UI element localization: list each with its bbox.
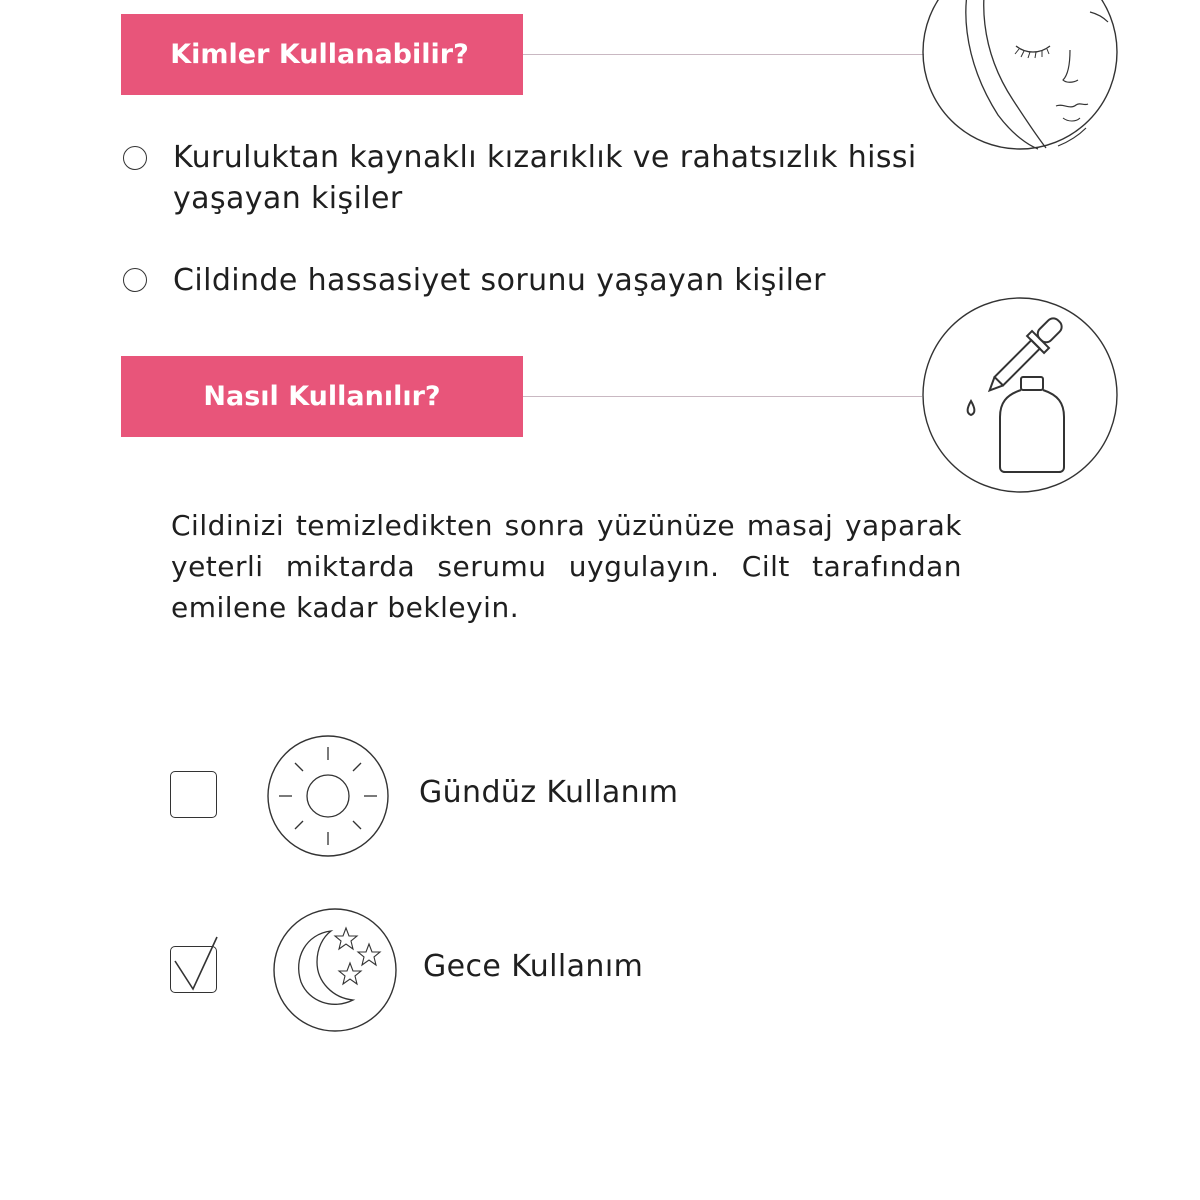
- list-item-text: Kuruluktan kaynaklı kızarıklık ve rahatsızlık hissi: [173, 140, 917, 175]
- face-with-headband-icon: [918, 0, 1123, 155]
- sun-icon: [265, 733, 391, 859]
- divider-line: [523, 396, 922, 397]
- night-use-checkbox[interactable]: [170, 946, 217, 993]
- moon-stars-icon: [271, 906, 399, 1034]
- instructions-text: Cildinizi temizledikten sonra yüzünüze masaj yaparak yeterli miktarda serumu uygulayın. Cilt tarafından emilene kadar bekleyin.: [171, 509, 962, 624]
- night-use-label: Gece Kullanım: [423, 949, 644, 984]
- list-item: [173, 260, 826, 301]
- list-item: [173, 137, 917, 219]
- checkmark-icon: [169, 931, 229, 1001]
- divider-line: [523, 54, 924, 55]
- how-to-use-title: Nasıl Kullanılır?: [203, 381, 441, 412]
- how-to-use-heading: [121, 356, 523, 437]
- day-use-checkbox[interactable]: [170, 771, 217, 818]
- serum-dropper-icon: [920, 295, 1120, 495]
- list-bullet: [123, 146, 147, 170]
- who-can-use-heading: [121, 14, 523, 95]
- list-bullet: [123, 268, 147, 292]
- day-use-label: Gündüz Kullanım: [419, 775, 679, 810]
- list-item-text: yaşayan kişiler: [173, 181, 403, 216]
- list-item-text: Cildinde hassasiyet sorunu yaşayan kişiler: [173, 263, 826, 298]
- who-can-use-title: Kimler Kullanabilir?: [170, 39, 469, 70]
